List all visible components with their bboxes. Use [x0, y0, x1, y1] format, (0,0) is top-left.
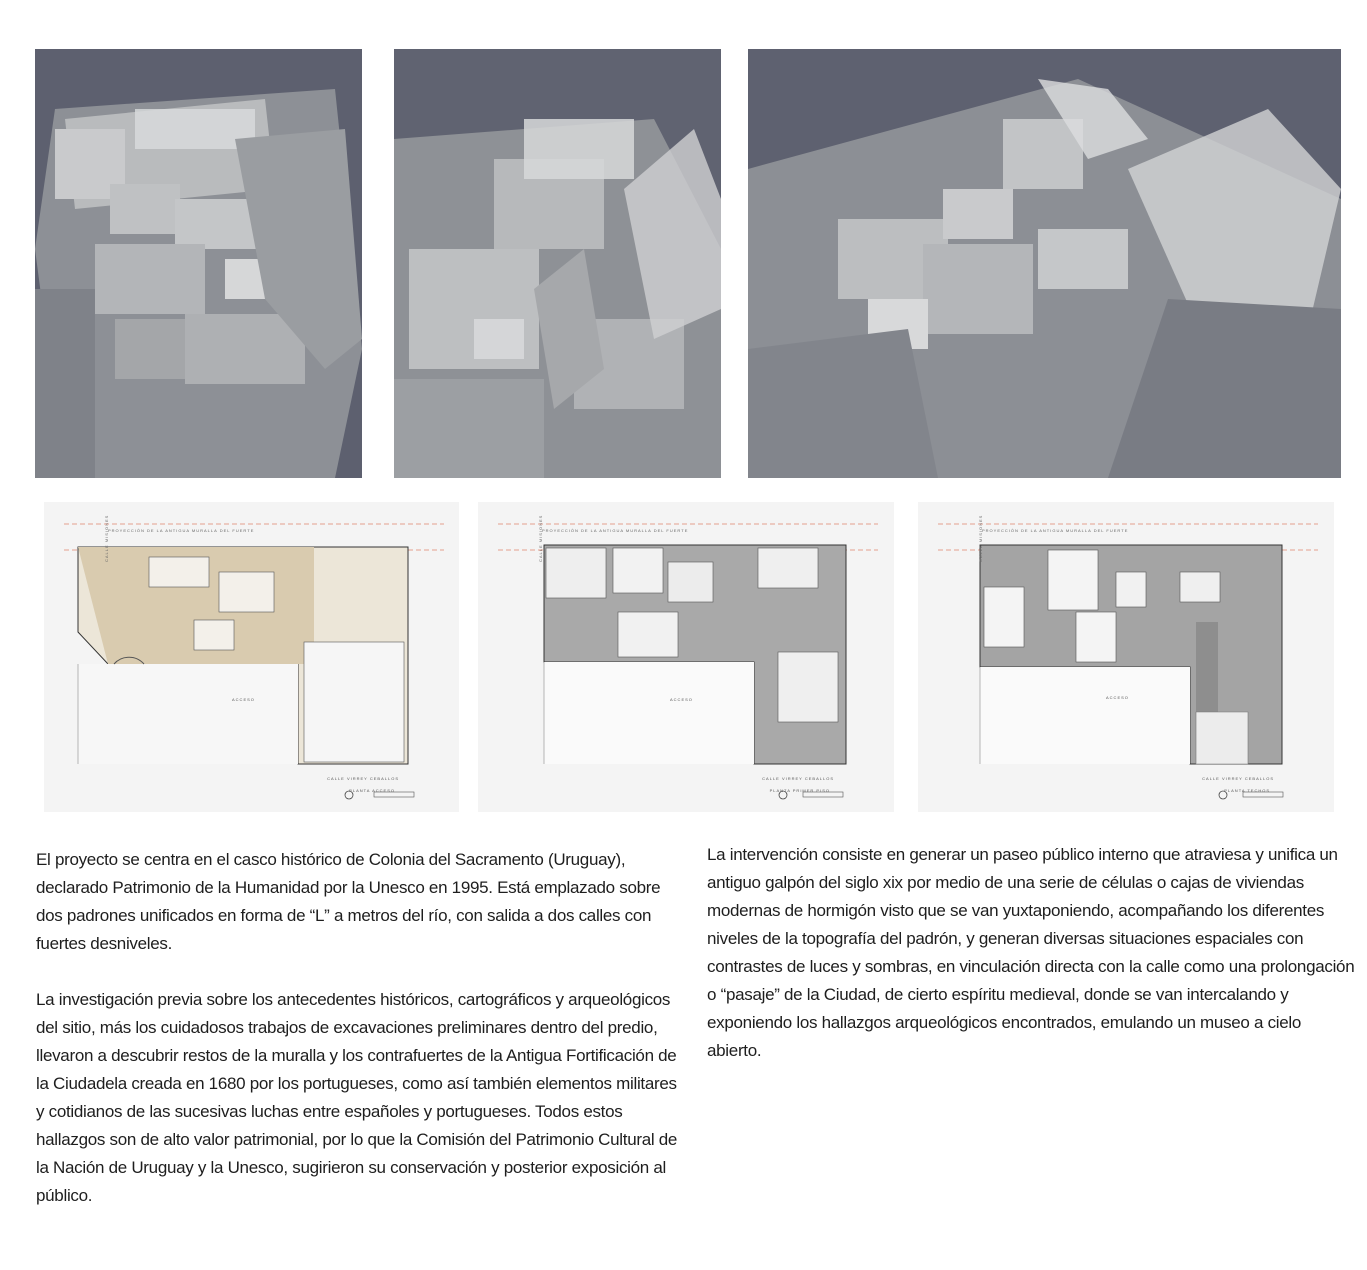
model-photo-1 — [35, 49, 362, 478]
plan-caption: PLANTA TECHOS — [1224, 788, 1270, 793]
paragraph-research: La investigación previa sobre los antecedentes históricos, cartográficos y arqueológicos del sitio, más los cuidadosos trabajos de excavaciones preliminares dentro del predio, llevaron a descubrir restos de la muralla y los contrafuertes de la Antigua Fortificación de la Ciudadela creada en 1680 por los portugueses, como así también elementos militares y cotidianos de las sucesivas luchas entre españoles y portugueses. Todos estos hallazgos son de alto valor patrimonial, por lo que la Comisión del Patrimonio Cultural de la Nación de Uruguay y la Unesco, sugirieron su conservación y posterior exposición al público. — [36, 990, 678, 1205]
model-photo-2 — [394, 49, 721, 478]
side-street-label: CALLE MISIONES — [538, 514, 543, 562]
courtyard-label: ACCESO — [670, 697, 693, 702]
floor-plan-roofs — [918, 502, 1334, 812]
side-street-label: CALLE MISIONES — [104, 514, 109, 562]
side-street-label: CALLE MISIONES — [978, 514, 983, 562]
paragraph-intro: El proyecto se centra en el casco histórico de Colonia del Sacramento (Uruguay), declarado Patrimonio de la Humanidad por la Unesco en 1995. Está emplazado sobre dos padrones unificados en forma de “L” a metros del río, con salida a dos calles con fuertes desniveles. — [36, 850, 661, 953]
paragraph-intervention: La intervención consiste en generar un paseo público interno que atraviesa y unifica un antiguo galpón del siglo xix por medio de una serie de células o cajas de viviendas modernas de hormigón visto que se van yuxtaponiendo, acompañando los diferentes niveles de la topografía del padrón, y generan diversas situaciones espaciales con contrastes de luces y sombras, en vinculación directa con la calle como una prolongación o “pasaje” de la Ciudad, de cierto espíritu medieval, donde se van intercalando y exponiendo los hallazgos arqueológicos encontrados, emulando un museo a cielo abierto. — [707, 845, 1355, 1060]
bottom-street-label: CALLE VIRREY CEBALLOS — [762, 776, 834, 781]
projection-label: PROYECCIÓN DE LA ANTIGUA MURALLA DEL FUERTE — [108, 528, 255, 533]
text-column-left — [36, 846, 686, 1210]
courtyard-label: ACCESO — [1106, 695, 1129, 700]
bottom-street-label: CALLE VIRREY CEBALLOS — [327, 776, 399, 781]
model-photo-3 — [748, 49, 1341, 478]
projection-label: PROYECCIÓN DE LA ANTIGUA MURALLA DEL FUERTE — [542, 528, 689, 533]
courtyard-label: ACCESO — [232, 697, 255, 702]
floor-plan-access — [44, 502, 459, 812]
floor-plan-first-floor — [478, 502, 894, 812]
text-column-right — [707, 841, 1357, 1065]
projection-label: PROYECCIÓN DE LA ANTIGUA MURALLA DEL FUERTE — [982, 528, 1129, 533]
plan-caption: PLANTA ACCESO — [349, 788, 395, 793]
bottom-street-label: CALLE VIRREY CEBALLOS — [1202, 776, 1274, 781]
plan-caption: PLANTA PRIMER PISO — [769, 788, 830, 793]
